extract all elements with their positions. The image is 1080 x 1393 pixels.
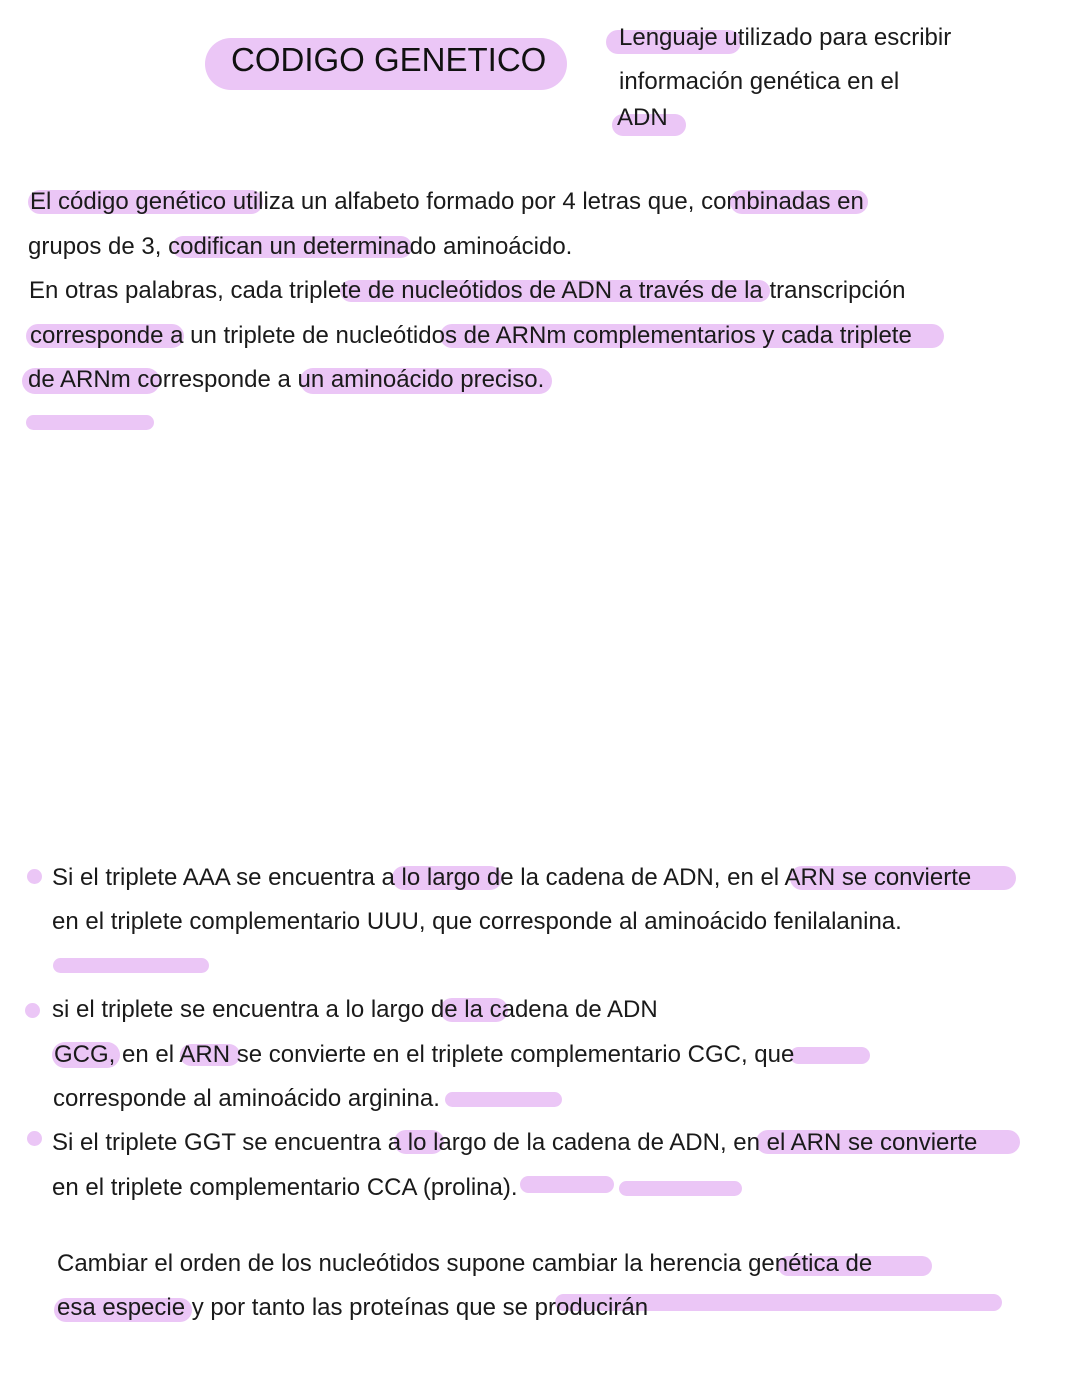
intro-line-2: grupos de 3, codifican un determinado aminoácido. (28, 233, 573, 260)
example-2-line-1: si el triplete se encuentra a lo largo de la cadena de ADN (52, 996, 658, 1023)
bullet-point (25, 1003, 40, 1018)
intro-line-1: El código genético utiliza un alfabeto formado por 4 letras que, combinadas en (30, 188, 864, 215)
example-2-line-3: corresponde al aminoácido arginina. (53, 1085, 440, 1112)
highlight-mark (53, 958, 209, 973)
intro-line-5: de ARNm corresponde a un aminoácido preciso. (28, 366, 545, 393)
highlight-mark (26, 415, 154, 430)
definition-line-2: información genética en el (619, 68, 900, 95)
intro-line-3: En otras palabras, cada triplete de nucleótidos de ADN a través de la transcripción (29, 277, 906, 304)
page-title: CODIGO GENETICO (231, 41, 547, 78)
example-2-line-2: GCG, en el ARN se convierte en el triplete complementario CGC, que (54, 1041, 795, 1068)
bullet-point (27, 869, 42, 884)
intro-line-4: corresponde a un triplete de nucleótidos de ARNm complementarios y cada triplete (30, 322, 912, 349)
bullet-point (27, 1131, 42, 1146)
highlight-mark (790, 1047, 870, 1064)
example-1-line-1: Si el triplete AAA se encuentra a lo largo de la cadena de ADN, en el ARN se convierte (52, 864, 972, 891)
example-3-line-1: Si el triplete GGT se encuentra a lo largo de la cadena de ADN, en el ARN se convierte (52, 1129, 978, 1156)
highlight-mark (619, 1181, 742, 1196)
highlight-mark (520, 1176, 614, 1193)
conclusion-line-1: Cambiar el orden de los nucleótidos supone cambiar la herencia genética de (57, 1250, 873, 1277)
conclusion-line-2: esa especie y por tanto las proteínas que se producirán (57, 1294, 649, 1321)
example-3-line-2: en el triplete complementario CCA (prolina). (52, 1174, 518, 1201)
definition-line-1: Lenguaje utilizado para escribir (619, 24, 952, 51)
example-1-line-2: en el triplete complementario UUU, que corresponde al aminoácido fenilalanina. (52, 908, 902, 935)
highlight-mark (445, 1092, 562, 1107)
definition-line-3: ADN (617, 104, 668, 131)
